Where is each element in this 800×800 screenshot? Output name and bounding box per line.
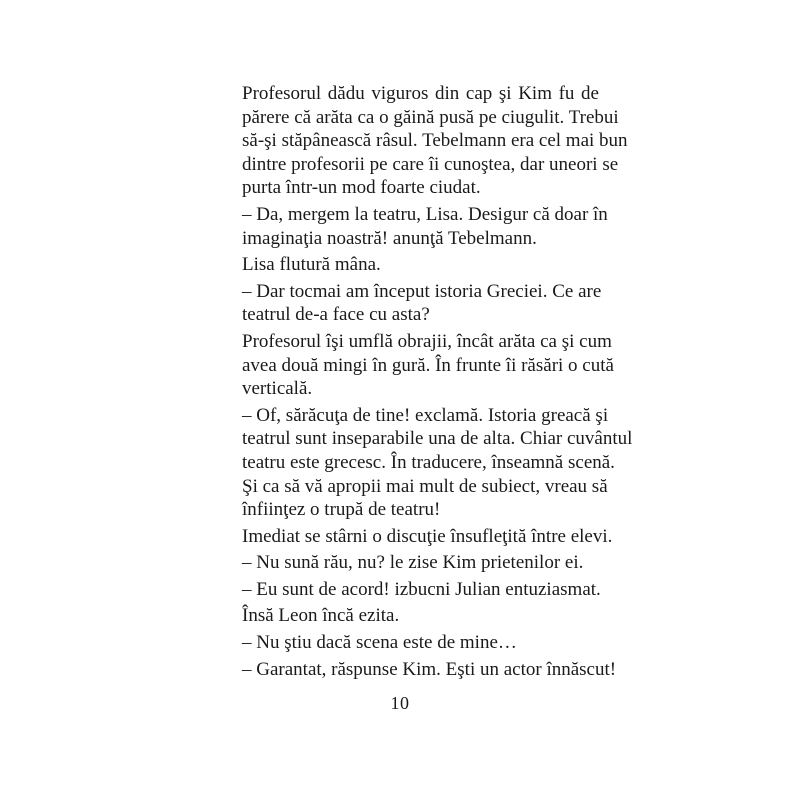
page-number: 10 <box>390 693 410 713</box>
text-line: purta într-un mod foarte ciudat. <box>242 177 481 199</box>
text-line: – Nu sună rău, nu? le zise Kim prietenilor ei. <box>242 552 584 574</box>
text-line: imaginaţia noastră! anunţă Tebelmann. <box>242 227 537 249</box>
text-line: verticală. <box>242 378 313 400</box>
paragraph <box>242 578 599 602</box>
text-line: Profesorul îşi umflă obrajii, încât arăta ca şi cum <box>242 330 612 352</box>
paragraph <box>242 658 617 682</box>
paragraph <box>242 631 599 655</box>
text-line: – Of, sărăcuţa de tine! exclamă. Istoria greacă şi <box>242 404 609 426</box>
paragraph <box>242 253 599 277</box>
paragraph <box>242 203 608 250</box>
text-line: Însă Leon încă ezita. <box>242 605 400 627</box>
paragraph <box>242 330 614 401</box>
text-line: – Eu sunt de acord! izbucni Julian entuziasmat. <box>242 578 601 600</box>
paragraph <box>242 82 628 200</box>
text-line: teatru este grecesc. În traducere, înseamnă scenă. <box>242 451 615 473</box>
text-line: să-şi stăpânească râsul. Tebelmann era cel mai bun <box>242 130 628 152</box>
text-line: părere că arăta ca o găină pusă pe ciugulit. Trebui <box>242 106 619 128</box>
text-line: – Da, mergem la teatru, Lisa. Desigur că doar în <box>242 203 608 225</box>
paragraph <box>242 404 633 522</box>
text-line: teatrul sunt inseparabile una de alta. Chiar cuvântul <box>242 428 633 450</box>
text-line: Lisa flutură mâna. <box>242 254 381 276</box>
paragraph <box>242 525 613 549</box>
text-line: – Dar tocmai am început istoria Greciei. Ce are <box>242 280 602 302</box>
paragraph <box>242 604 599 628</box>
text-line: teatrul de-a face cu asta? <box>242 304 430 326</box>
text-line: înfiinţez o trupă de teatru! <box>242 499 441 521</box>
text-line: – Garantat, răspunse Kim. Eşti un actor înnăscut! <box>242 658 617 680</box>
text-line: Profesorul dădu viguros din cap şi Kim fu de <box>242 83 599 104</box>
text-line: Şi ca să vă apropii mai mult de subiect, vreau să <box>242 475 608 497</box>
paragraph <box>242 551 599 575</box>
text-line: – Nu ştiu dacă scena este de mine… <box>242 632 517 654</box>
text-line: Imediat se stârni o discuţie însufleţită între elevi. <box>242 525 613 547</box>
body-text <box>242 82 633 681</box>
paragraph <box>242 280 602 327</box>
text-line: dintre profesorii pe care îi cunoştea, dar uneori se <box>242 153 619 175</box>
text-line: avea două mingi în gură. În frunte îi răsări o cută <box>242 354 614 376</box>
